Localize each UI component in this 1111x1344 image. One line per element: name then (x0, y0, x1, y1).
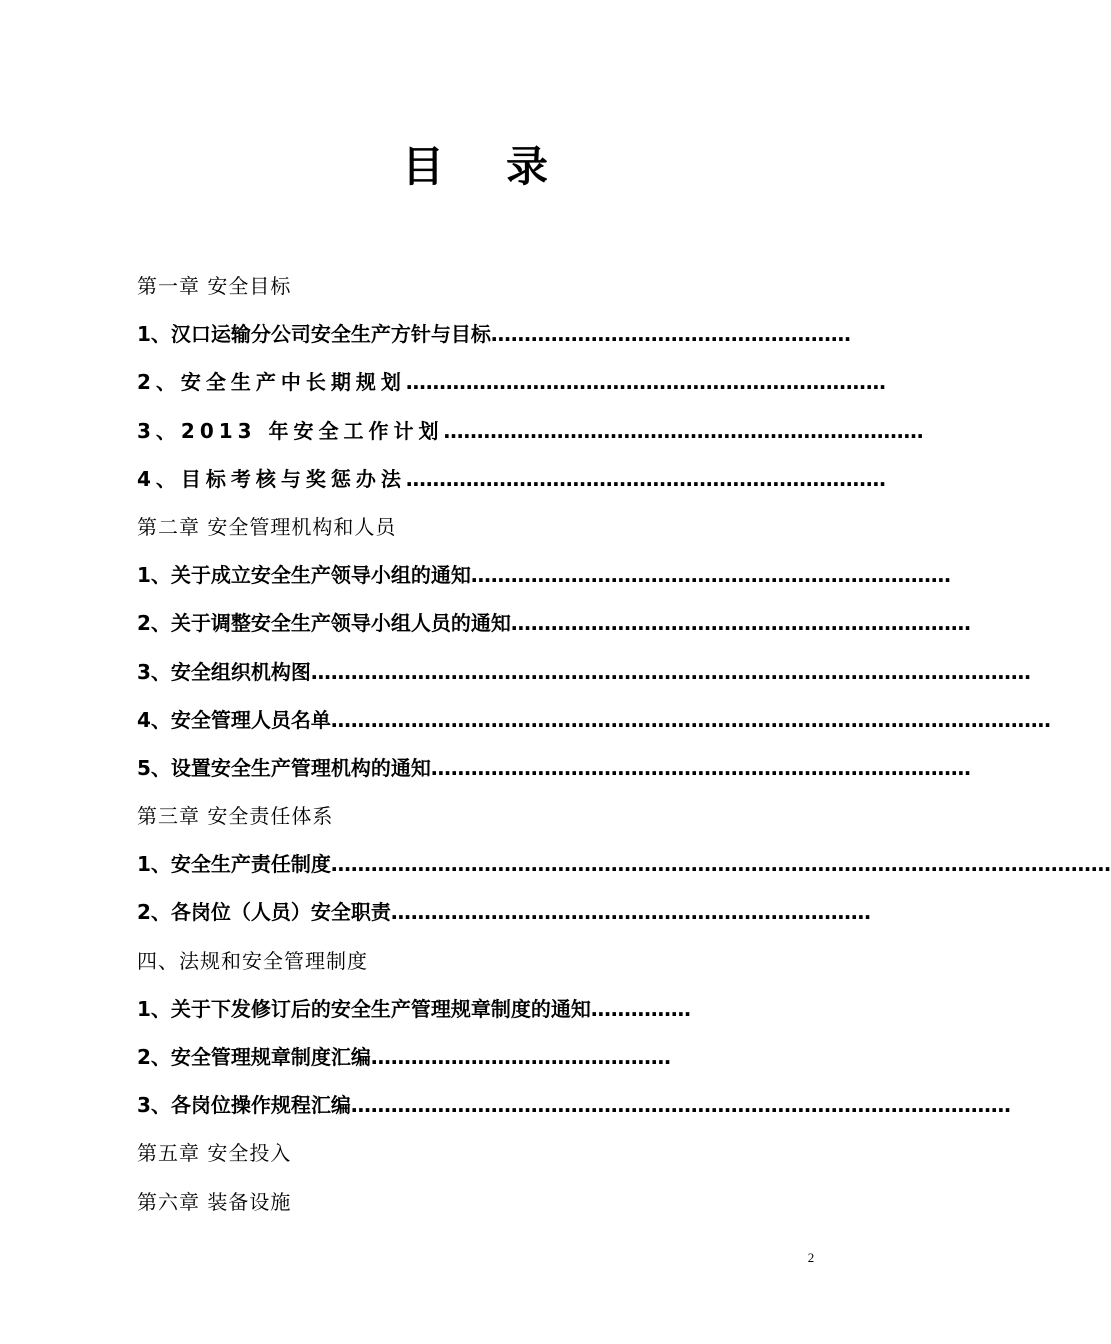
toc-entry-label: 5、设置安全生产管理机构的通知 (137, 755, 431, 780)
toc-entry-label: 1、汉口运输分公司安全生产方针与目标 (137, 322, 491, 347)
toc-entry[interactable] (137, 888, 871, 936)
toc-entry[interactable] (137, 985, 807, 1033)
page-number: 2 (807, 1250, 815, 1265)
toc-entry[interactable] (137, 696, 1051, 744)
toc-entry[interactable] (137, 407, 924, 455)
toc-entry[interactable] (137, 840, 1111, 888)
toc-dot-leader: ……………………………………………………………… (405, 466, 886, 491)
toc-entry-label: 2、安全管理规章制度汇编 (137, 1045, 371, 1069)
toc-chapter-heading: 第一章 安全目标 (137, 274, 292, 298)
table-of-contents (137, 262, 1111, 1226)
toc-entry[interactable] (137, 599, 971, 647)
toc-entry[interactable] (137, 1081, 1011, 1129)
toc-dot-leader: ……………………………………………………………… (390, 900, 871, 925)
toc-entry-label: 3、各岗位操作规程汇编 (137, 1093, 351, 1118)
toc-dot-leader: ……………………………………………………………………… (430, 755, 971, 780)
toc-entry[interactable] (137, 1033, 807, 1081)
toc-entry[interactable] (137, 551, 951, 599)
toc-entry[interactable] (137, 648, 1031, 696)
toc-dot-leader: ……………………………………………………………………………………………………… (330, 852, 1111, 877)
title-char-second: 录 (506, 142, 549, 191)
toc-dot-leader: …………………………………………………………… (510, 611, 971, 636)
toc-entry[interactable] (137, 310, 851, 358)
title-char-first: 目 (401, 142, 444, 191)
toc-entry[interactable] (137, 455, 886, 503)
toc-entry-label: 3、安全组织机构图 (137, 659, 311, 684)
page-title (0, 140, 950, 194)
toc-entry[interactable] (137, 744, 971, 792)
toc-chapter-heading: 第六章 装备设施 (137, 1189, 292, 1214)
toc-entry-label: 2、关于调整安全生产领导小组人员的通知 (137, 611, 511, 636)
toc-entry-label: 2、安全生产中长期规划 (137, 370, 406, 395)
toc-chapter-heading: 四、法规和安全管理制度 (137, 948, 368, 973)
toc-dot-leader: ……………………………………………… (490, 322, 851, 347)
toc-chapter-heading: 第三章 安全责任体系 (137, 804, 334, 829)
toc-dot-leader: ……………………………………………………………… (443, 418, 924, 443)
toc-dot-leader: ……………………………………………………………………………………………… (330, 707, 1051, 732)
toc-dot-leader: ……………………………………………………………… (470, 563, 951, 588)
toc-entry-label: 3、2013 年安全工作计划 (137, 418, 444, 443)
toc-dot-leader: ……………………………………… (370, 1045, 671, 1069)
toc-dot-leader: …………… (590, 996, 691, 1021)
toc-chapter-heading: 第二章 安全管理机构和人员 (137, 514, 397, 539)
toc-dot-leader: ……………………………………………………………………………………………… (310, 659, 1031, 684)
toc-entry-label: 1、关于下发修订后的安全生产管理规章制度的通知 (137, 996, 591, 1021)
toc-entry-label: 2、各岗位（人员）安全职责 (137, 900, 391, 925)
toc-chapter-heading: 第五章 安全投入 (137, 1141, 292, 1166)
toc-entry-label: 1、安全生产责任制度 (137, 852, 331, 877)
toc-dot-leader: ……………………………………………………………… (405, 370, 886, 395)
toc-entry[interactable] (137, 358, 886, 406)
toc-entry-label: 1、关于成立安全生产领导小组的通知 (137, 563, 471, 588)
toc-entry-label: 4、安全管理人员名单 (137, 707, 331, 732)
toc-dot-leader: ……………………………………………………………………………………… (350, 1093, 1011, 1118)
toc-entry-label: 4、目标考核与奖惩办法 (137, 466, 406, 491)
